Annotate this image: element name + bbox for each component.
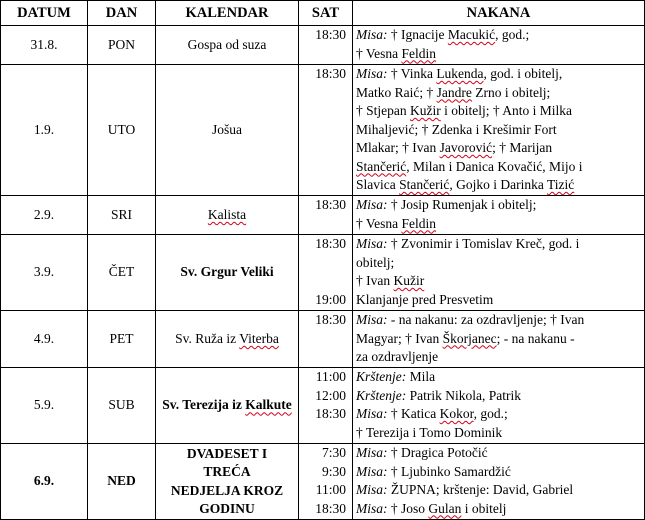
- header-datum: DATUM: [1, 1, 88, 26]
- kalendar-cell: DVADESET I TREĆA NEDJELJA KROZ GODINU: [156, 444, 299, 520]
- intention-line: Magyar; † Ivan Škorjanec; - na nakanu -: [356, 330, 575, 346]
- intention-line: Misa: † Joso Gulan i obitelj: [356, 500, 507, 516]
- sat-cell: [299, 368, 353, 444]
- header-nakana: NAKANA: [353, 1, 645, 26]
- kalendar-cell: Sv. Ruža iz Viterba: [156, 311, 299, 368]
- intention-line: Klanjanje pred Presvetim: [356, 291, 494, 307]
- intention-line: Misa: † Zvonimir i Tomislav Kreč, god. i: [356, 236, 580, 251]
- intention-line: Misa: † Vinka Lukenda, god. i obitelj,: [356, 66, 563, 81]
- intention-line: † Vesna Feldin: [356, 45, 437, 61]
- nakana-cell: [353, 311, 645, 368]
- nakana-cell: [353, 235, 645, 311]
- kalendar-cell: Gospa od suza: [156, 26, 299, 65]
- table-row: [1, 26, 645, 65]
- intention-line: † Ivan Kužir: [356, 273, 425, 288]
- sat-cell: [299, 65, 353, 196]
- time-entry: 18:30: [315, 312, 346, 327]
- sat-cell: [299, 196, 353, 235]
- time-entry: 7:30: [321, 445, 346, 460]
- intention-line: obitelj;: [356, 254, 395, 270]
- datum-cell: 2.9.: [1, 196, 88, 235]
- dan-cell: UTO: [88, 65, 156, 196]
- intention-line: Slavica Stančerić, Gojko i Darinka Tizić: [356, 177, 575, 192]
- time-entry: 11:00: [315, 482, 346, 497]
- nakana-cell: [353, 368, 645, 444]
- intention-line: Misa: - na nakanu: za ozdravljenje; † Ivan: [356, 312, 585, 327]
- nakana-cell: [353, 444, 645, 520]
- intention-line: Krštenje: Mila: [356, 369, 436, 384]
- sat-cell: [299, 235, 353, 311]
- table-row: [1, 235, 645, 311]
- dan-cell: PON: [88, 26, 156, 65]
- intention-line: Misa: † Ljubinko Samardžić: [356, 463, 511, 479]
- time-entry: 18:30: [315, 500, 346, 516]
- dan-cell: SUB: [88, 368, 156, 444]
- sat-cell: [299, 444, 353, 520]
- intention-line: Misa: ŽUPNA; krštenje: David, Gabriel: [356, 482, 574, 497]
- time-entry: 18:30: [315, 236, 346, 251]
- time-entry: 18:30: [315, 27, 346, 42]
- datum-cell: 3.9.: [1, 235, 88, 311]
- datum-cell: 1.9.: [1, 65, 88, 196]
- kalendar-cell: Sv. Terezija iz Kalkute: [156, 368, 299, 444]
- nakana-cell: [353, 196, 645, 235]
- kalendar-cell: Jošua: [156, 65, 299, 196]
- header-kalendar: KALENDAR: [156, 1, 299, 26]
- time-entry: 11:00: [315, 369, 346, 384]
- datum-cell: 6.9.: [1, 444, 88, 520]
- intention-line: Misa: † Dragica Potočić: [356, 445, 488, 460]
- dan-cell: NED: [88, 444, 156, 520]
- intention-line: Mlakar; † Ivan Javorović; † Marijan: [356, 140, 553, 155]
- time-entry: 12:00: [315, 387, 346, 403]
- intention-line: Stančerić, Milan i Danica Kovačić, Mijo i: [356, 158, 583, 174]
- dan-cell: SRI: [88, 196, 156, 235]
- time-entry: 9:30: [321, 463, 346, 479]
- time-entry: 18:30: [315, 406, 346, 421]
- kalendar-cell: Sv. Grgur Veliki: [156, 235, 299, 311]
- intention-line: za ozdravljenje: [356, 349, 439, 364]
- table-row: [1, 311, 645, 368]
- kalendar-cell: Kalista: [156, 196, 299, 235]
- time-entry: 19:00: [315, 291, 346, 307]
- nakana-cell: [353, 65, 645, 196]
- intention-line: Matko Raić; † Jandre Zrno i obitelj;: [356, 84, 551, 100]
- intention-line: † Stjepan Kužir i obitelj; † Anto i Milka: [356, 103, 572, 118]
- sat-cell: [299, 26, 353, 65]
- datum-cell: 31.8.: [1, 26, 88, 65]
- intention-line: Krštenje: Patrik Nikola, Patrik: [356, 387, 521, 403]
- datum-cell: 5.9.: [1, 368, 88, 444]
- dan-cell: ČET: [88, 235, 156, 311]
- datum-cell: 4.9.: [1, 311, 88, 368]
- header-dan: DAN: [88, 1, 156, 26]
- time-entry: 18:30: [315, 66, 346, 81]
- intention-line: Misa: † Katica Kokor, god.;: [356, 406, 508, 421]
- dan-cell: PET: [88, 311, 156, 368]
- table-row: [1, 65, 645, 196]
- header-sat: SAT: [299, 1, 353, 26]
- intention-line: Misa: † Josip Rumenjak i obitelj;: [356, 197, 537, 212]
- header-row: [1, 1, 645, 26]
- nakana-cell: [353, 26, 645, 65]
- intention-line: Mihaljević; † Zdenka i Krešimir Fort: [356, 121, 557, 137]
- table-row: [1, 196, 645, 235]
- table-row: [1, 368, 645, 444]
- intention-line: † Vesna Feldin: [356, 215, 437, 231]
- time-entry: 18:30: [315, 197, 346, 212]
- intention-line: † Terezija i Tomo Dominik: [356, 424, 503, 440]
- intention-line: Misa: † Ignacije Macukić, god.;: [356, 27, 530, 42]
- table-row: [1, 444, 645, 520]
- sat-cell: [299, 311, 353, 368]
